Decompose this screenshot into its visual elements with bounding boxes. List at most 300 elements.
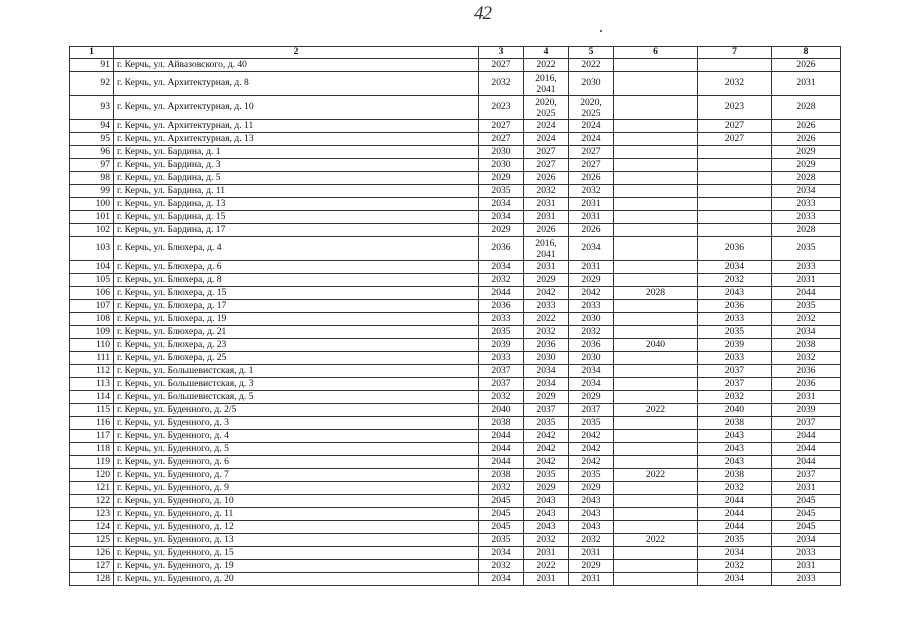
col-8-value: 2044 <box>772 443 841 456</box>
col-6-value <box>614 159 698 172</box>
address: г. Керчь, ул. Буденного, д. 11 <box>114 508 479 521</box>
col-8-value: 2034 <box>772 185 841 198</box>
col-8-value: 2031 <box>772 560 841 573</box>
table-row <box>70 404 841 417</box>
col-8-value: 2026 <box>772 59 841 72</box>
col-4-value: 2027 <box>524 159 569 172</box>
col-4-value: 2042 <box>524 456 569 469</box>
address: г. Керчь, ул. Буденного, д. 6 <box>114 456 479 469</box>
col-5-value: 2022 <box>569 59 614 72</box>
col-3-value: 2033 <box>479 313 524 326</box>
col-3-value: 2032 <box>479 560 524 573</box>
col-8-value: 2037 <box>772 469 841 482</box>
col-4-value: 2032 <box>524 534 569 547</box>
col-3-value: 2029 <box>479 172 524 185</box>
col-5-value: 2029 <box>569 482 614 495</box>
col-7-value: 2043 <box>698 430 772 443</box>
col-3-value: 2034 <box>479 547 524 560</box>
col-3-value: 2034 <box>479 211 524 224</box>
col-6-value <box>614 120 698 133</box>
col-8-value: 2029 <box>772 146 841 159</box>
col-4-value: 2034 <box>524 365 569 378</box>
address: г. Керчь, ул. Бардина, д. 17 <box>114 224 479 237</box>
col-5-value: 2033 <box>569 300 614 313</box>
col-4-value: 2024 <box>524 120 569 133</box>
col-5-value: 2030 <box>569 313 614 326</box>
col-8-value: 2045 <box>772 495 841 508</box>
col-4-value: 2042 <box>524 443 569 456</box>
address: г. Керчь, ул. Бардина, д. 11 <box>114 185 479 198</box>
row-number: 128 <box>70 573 114 586</box>
col-3-value: 2032 <box>479 274 524 287</box>
table-row <box>70 72 841 96</box>
row-number: 101 <box>70 211 114 224</box>
col-4-value: 2031 <box>524 198 569 211</box>
table-row <box>70 146 841 159</box>
col-8-value: 2036 <box>772 365 841 378</box>
col-3-value: 2023 <box>479 96 524 120</box>
col-3-value: 2044 <box>479 456 524 469</box>
table-row <box>70 185 841 198</box>
col-7-value <box>698 172 772 185</box>
col-4-value: 2042 <box>524 430 569 443</box>
address: г. Керчь, ул. Буденного, д. 3 <box>114 417 479 430</box>
col-5-value: 2032 <box>569 534 614 547</box>
col-8-value: 2035 <box>772 237 841 261</box>
address: г. Керчь, ул. Буденного, д. 20 <box>114 573 479 586</box>
row-number: 119 <box>70 456 114 469</box>
col-6-value <box>614 547 698 560</box>
col-5-value: 2042 <box>569 287 614 300</box>
col-8-value: 2034 <box>772 534 841 547</box>
address: г. Керчь, ул. Большевистская, д. 1 <box>114 365 479 378</box>
col-4-value: 2027 <box>524 146 569 159</box>
col-7-value: 2032 <box>698 560 772 573</box>
col-7-value <box>698 224 772 237</box>
col-6-value <box>614 482 698 495</box>
col-4-value: 2026 <box>524 172 569 185</box>
address: г. Керчь, ул. Буденного, д. 5 <box>114 443 479 456</box>
address: г. Керчь, ул. Блюхера, д. 4 <box>114 237 479 261</box>
col-5-value: 2031 <box>569 261 614 274</box>
col-3-value: 2037 <box>479 365 524 378</box>
col-6-value <box>614 391 698 404</box>
col-3-value: 2032 <box>479 482 524 495</box>
address: г. Керчь, ул. Архитектурная, д. 13 <box>114 133 479 146</box>
col-5-value: 2027 <box>569 159 614 172</box>
table-row <box>70 378 841 391</box>
col-5-value: 2030 <box>569 72 614 96</box>
row-number: 108 <box>70 313 114 326</box>
row-number: 114 <box>70 391 114 404</box>
col-8-value: 2033 <box>772 261 841 274</box>
table-row <box>70 211 841 224</box>
col-8-value: 2032 <box>772 313 841 326</box>
col-3-value: 2034 <box>479 198 524 211</box>
address: г. Керчь, ул. Буденного, д. 13 <box>114 534 479 547</box>
col-7-value: 2043 <box>698 287 772 300</box>
col-8-value: 2033 <box>772 547 841 560</box>
table-row <box>70 313 841 326</box>
col-3-value: 2040 <box>479 404 524 417</box>
col-5-value: 2029 <box>569 560 614 573</box>
address: г. Керчь, ул. Архитектурная, д. 10 <box>114 96 479 120</box>
col-3-value: 2030 <box>479 159 524 172</box>
col-3-value: 2037 <box>479 378 524 391</box>
col-7-value: 2033 <box>698 352 772 365</box>
col-6-value <box>614 237 698 261</box>
col-7-value: 2033 <box>698 313 772 326</box>
col-8-value: 2028 <box>772 224 841 237</box>
address: г. Керчь, ул. Бардина, д. 13 <box>114 198 479 211</box>
col-6-value <box>614 573 698 586</box>
col-6-value <box>614 300 698 313</box>
address: г. Керчь, ул. Бардина, д. 1 <box>114 146 479 159</box>
col-6-value <box>614 326 698 339</box>
row-number: 95 <box>70 133 114 146</box>
col-7-value: 2044 <box>698 521 772 534</box>
col-8-value: 2044 <box>772 456 841 469</box>
row-number: 103 <box>70 237 114 261</box>
col-header-5: 5 <box>569 47 614 59</box>
table-row <box>70 365 841 378</box>
col-4-value: 2022 <box>524 313 569 326</box>
table-row <box>70 133 841 146</box>
col-4-value: 2036 <box>524 339 569 352</box>
col-4-value: 2026 <box>524 224 569 237</box>
col-4-value: 2042 <box>524 287 569 300</box>
address: г. Керчь, ул. Буденного, д. 10 <box>114 495 479 508</box>
col-8-value: 2031 <box>772 72 841 96</box>
col-4-value: 2029 <box>524 482 569 495</box>
col-8-value: 2033 <box>772 573 841 586</box>
address: г. Керчь, ул. Архитектурная, д. 11 <box>114 120 479 133</box>
table-row <box>70 482 841 495</box>
col-7-value: 2034 <box>698 573 772 586</box>
col-8-value: 2044 <box>772 287 841 300</box>
table-row <box>70 198 841 211</box>
row-number: 91 <box>70 59 114 72</box>
table-row <box>70 172 841 185</box>
col-5-value: 2024 <box>569 120 614 133</box>
table-row <box>70 352 841 365</box>
col-5-value: 2031 <box>569 211 614 224</box>
col-8-value: 2033 <box>772 198 841 211</box>
row-number: 121 <box>70 482 114 495</box>
col-3-value: 2035 <box>479 326 524 339</box>
table-row <box>70 469 841 482</box>
row-number: 96 <box>70 146 114 159</box>
col-3-value: 2027 <box>479 59 524 72</box>
col-7-value: 2044 <box>698 495 772 508</box>
col-7-value: 2036 <box>698 300 772 313</box>
row-number: 97 <box>70 159 114 172</box>
col-7-value: 2036 <box>698 237 772 261</box>
col-6-value <box>614 72 698 96</box>
col-4-value: 2022 <box>524 560 569 573</box>
col-7-value <box>698 211 772 224</box>
col-7-value: 2039 <box>698 339 772 352</box>
col-6-value <box>614 133 698 146</box>
col-3-value: 2036 <box>479 237 524 261</box>
col-5-value: 2042 <box>569 456 614 469</box>
col-5-value: 2027 <box>569 146 614 159</box>
col-6-value <box>614 430 698 443</box>
col-7-value <box>698 159 772 172</box>
col-3-value: 2032 <box>479 72 524 96</box>
col-5-value: 2043 <box>569 508 614 521</box>
col-8-value: 2033 <box>772 211 841 224</box>
col-6-value <box>614 198 698 211</box>
col-4-value: 2031 <box>524 261 569 274</box>
col-6-value <box>614 96 698 120</box>
row-number: 109 <box>70 326 114 339</box>
address: г. Керчь, ул. Архитектурная, д. 8 <box>114 72 479 96</box>
col-7-value: 2034 <box>698 261 772 274</box>
col-7-value: 2032 <box>698 274 772 287</box>
col-7-value <box>698 198 772 211</box>
table-row <box>70 391 841 404</box>
address: г. Керчь, ул. Блюхера, д. 25 <box>114 352 479 365</box>
table-row <box>70 159 841 172</box>
col-6-value <box>614 146 698 159</box>
row-number: 123 <box>70 508 114 521</box>
col-3-value: 2035 <box>479 534 524 547</box>
col-6-value <box>614 508 698 521</box>
scan-speck <box>600 30 602 32</box>
col-6-value: 2028 <box>614 287 698 300</box>
col-3-value: 2033 <box>479 352 524 365</box>
address: г. Керчь, ул. Блюхера, д. 17 <box>114 300 479 313</box>
col-8-value: 2035 <box>772 300 841 313</box>
row-number: 115 <box>70 404 114 417</box>
row-number: 120 <box>70 469 114 482</box>
col-3-value: 2044 <box>479 443 524 456</box>
col-4-value: 2022 <box>524 59 569 72</box>
table-row <box>70 417 841 430</box>
col-6-value <box>614 313 698 326</box>
col-4-value: 2034 <box>524 378 569 391</box>
col-4-value: 2037 <box>524 404 569 417</box>
col-5-value: 2043 <box>569 495 614 508</box>
col-6-value <box>614 211 698 224</box>
col-5-value: 2043 <box>569 521 614 534</box>
col-4-value: 2031 <box>524 547 569 560</box>
col-header-7: 7 <box>698 47 772 59</box>
col-4-value: 2029 <box>524 274 569 287</box>
col-5-value: 2037 <box>569 404 614 417</box>
col-4-value: 2029 <box>524 391 569 404</box>
table-row <box>70 456 841 469</box>
col-7-value: 2027 <box>698 120 772 133</box>
col-5-value: 2020, 2025 <box>569 96 614 120</box>
col-8-value: 2034 <box>772 326 841 339</box>
header-row <box>70 47 841 59</box>
table-row <box>70 430 841 443</box>
table-row <box>70 120 841 133</box>
col-6-value <box>614 560 698 573</box>
row-number: 98 <box>70 172 114 185</box>
row-number: 94 <box>70 120 114 133</box>
page-number: 42 <box>474 3 491 24</box>
col-5-value: 2042 <box>569 430 614 443</box>
row-number: 116 <box>70 417 114 430</box>
col-7-value: 2043 <box>698 456 772 469</box>
col-7-value: 2032 <box>698 482 772 495</box>
table-body <box>70 59 841 586</box>
col-4-value: 2035 <box>524 469 569 482</box>
col-5-value: 2030 <box>569 352 614 365</box>
col-6-value <box>614 274 698 287</box>
address: г. Керчь, ул. Блюхера, д. 21 <box>114 326 479 339</box>
row-number: 126 <box>70 547 114 560</box>
table-row <box>70 534 841 547</box>
col-4-value: 2032 <box>524 185 569 198</box>
row-number: 110 <box>70 339 114 352</box>
row-number: 105 <box>70 274 114 287</box>
col-5-value: 2036 <box>569 339 614 352</box>
col-5-value: 2031 <box>569 547 614 560</box>
col-8-value: 2026 <box>772 133 841 146</box>
col-4-value: 2043 <box>524 508 569 521</box>
col-6-value <box>614 59 698 72</box>
address: г. Керчь, ул. Буденного, д. 12 <box>114 521 479 534</box>
col-5-value: 2031 <box>569 198 614 211</box>
address: г. Керчь, ул. Буденного, д. 19 <box>114 560 479 573</box>
col-7-value: 2032 <box>698 72 772 96</box>
table-row <box>70 96 841 120</box>
col-7-value: 2044 <box>698 508 772 521</box>
col-5-value: 2034 <box>569 365 614 378</box>
table-row <box>70 224 841 237</box>
col-7-value: 2038 <box>698 417 772 430</box>
col-8-value: 2032 <box>772 352 841 365</box>
row-number: 102 <box>70 224 114 237</box>
col-6-value <box>614 495 698 508</box>
table-row <box>70 495 841 508</box>
col-4-value: 2033 <box>524 300 569 313</box>
col-7-value: 2035 <box>698 534 772 547</box>
col-4-value: 2030 <box>524 352 569 365</box>
address: г. Керчь, ул. Буденного, д. 2/5 <box>114 404 479 417</box>
row-number: 92 <box>70 72 114 96</box>
col-3-value: 2032 <box>479 391 524 404</box>
col-8-value: 2026 <box>772 120 841 133</box>
col-4-value: 2031 <box>524 211 569 224</box>
address: г. Керчь, ул. Буденного, д. 4 <box>114 430 479 443</box>
col-7-value <box>698 59 772 72</box>
col-5-value: 2026 <box>569 172 614 185</box>
table-row <box>70 443 841 456</box>
address: г. Керчь, ул. Большевистская, д. 3 <box>114 378 479 391</box>
col-6-value <box>614 365 698 378</box>
table-row <box>70 521 841 534</box>
table-row <box>70 300 841 313</box>
col-3-value: 2038 <box>479 417 524 430</box>
col-5-value: 2026 <box>569 224 614 237</box>
col-7-value: 2038 <box>698 469 772 482</box>
col-8-value: 2036 <box>772 378 841 391</box>
col-6-value: 2022 <box>614 534 698 547</box>
col-7-value: 2027 <box>698 133 772 146</box>
row-number: 127 <box>70 560 114 573</box>
col-7-value: 2043 <box>698 443 772 456</box>
col-7-value: 2035 <box>698 326 772 339</box>
col-8-value: 2039 <box>772 404 841 417</box>
col-7-value: 2023 <box>698 96 772 120</box>
col-5-value: 2034 <box>569 378 614 391</box>
address: г. Керчь, ул. Большевистская, д. 5 <box>114 391 479 404</box>
col-header-4: 4 <box>524 47 569 59</box>
row-number: 100 <box>70 198 114 211</box>
table-row <box>70 59 841 72</box>
col-7-value: 2040 <box>698 404 772 417</box>
col-6-value <box>614 378 698 391</box>
table-row <box>70 261 841 274</box>
col-header-2: 2 <box>114 47 479 59</box>
col-6-value <box>614 224 698 237</box>
col-6-value <box>614 521 698 534</box>
table-row <box>70 274 841 287</box>
col-6-value <box>614 352 698 365</box>
col-header-1: 1 <box>70 47 114 59</box>
col-7-value: 2034 <box>698 547 772 560</box>
col-5-value: 2024 <box>569 133 614 146</box>
col-8-value: 2031 <box>772 274 841 287</box>
address: г. Керчь, ул. Буденного, д. 7 <box>114 469 479 482</box>
col-8-value: 2028 <box>772 172 841 185</box>
col-6-value <box>614 261 698 274</box>
col-4-value: 2032 <box>524 326 569 339</box>
col-5-value: 2029 <box>569 391 614 404</box>
row-number: 112 <box>70 365 114 378</box>
col-4-value: 2043 <box>524 521 569 534</box>
col-3-value: 2045 <box>479 508 524 521</box>
col-8-value: 2037 <box>772 417 841 430</box>
table-row <box>70 326 841 339</box>
address: г. Керчь, ул. Блюхера, д. 15 <box>114 287 479 300</box>
row-number: 113 <box>70 378 114 391</box>
table-row <box>70 339 841 352</box>
col-5-value: 2029 <box>569 274 614 287</box>
col-3-value: 2039 <box>479 339 524 352</box>
address: г. Керчь, ул. Блюхера, д. 23 <box>114 339 479 352</box>
row-number: 111 <box>70 352 114 365</box>
col-7-value: 2037 <box>698 378 772 391</box>
table-row <box>70 560 841 573</box>
col-4-value: 2016, 2041 <box>524 237 569 261</box>
col-3-value: 2034 <box>479 573 524 586</box>
col-3-value: 2036 <box>479 300 524 313</box>
col-6-value <box>614 417 698 430</box>
row-number: 99 <box>70 185 114 198</box>
col-4-value: 2020, 2025 <box>524 96 569 120</box>
col-header-8: 8 <box>772 47 841 59</box>
col-6-value: 2040 <box>614 339 698 352</box>
row-number: 122 <box>70 495 114 508</box>
col-4-value: 2016, 2041 <box>524 72 569 96</box>
col-8-value: 2028 <box>772 96 841 120</box>
col-5-value: 2035 <box>569 469 614 482</box>
col-7-value: 2037 <box>698 365 772 378</box>
col-header-3: 3 <box>479 47 524 59</box>
col-4-value: 2024 <box>524 133 569 146</box>
address: г. Керчь, ул. Буденного, д. 15 <box>114 547 479 560</box>
col-8-value: 2045 <box>772 521 841 534</box>
col-3-value: 2044 <box>479 430 524 443</box>
address: г. Керчь, ул. Блюхера, д. 8 <box>114 274 479 287</box>
col-5-value: 2034 <box>569 237 614 261</box>
